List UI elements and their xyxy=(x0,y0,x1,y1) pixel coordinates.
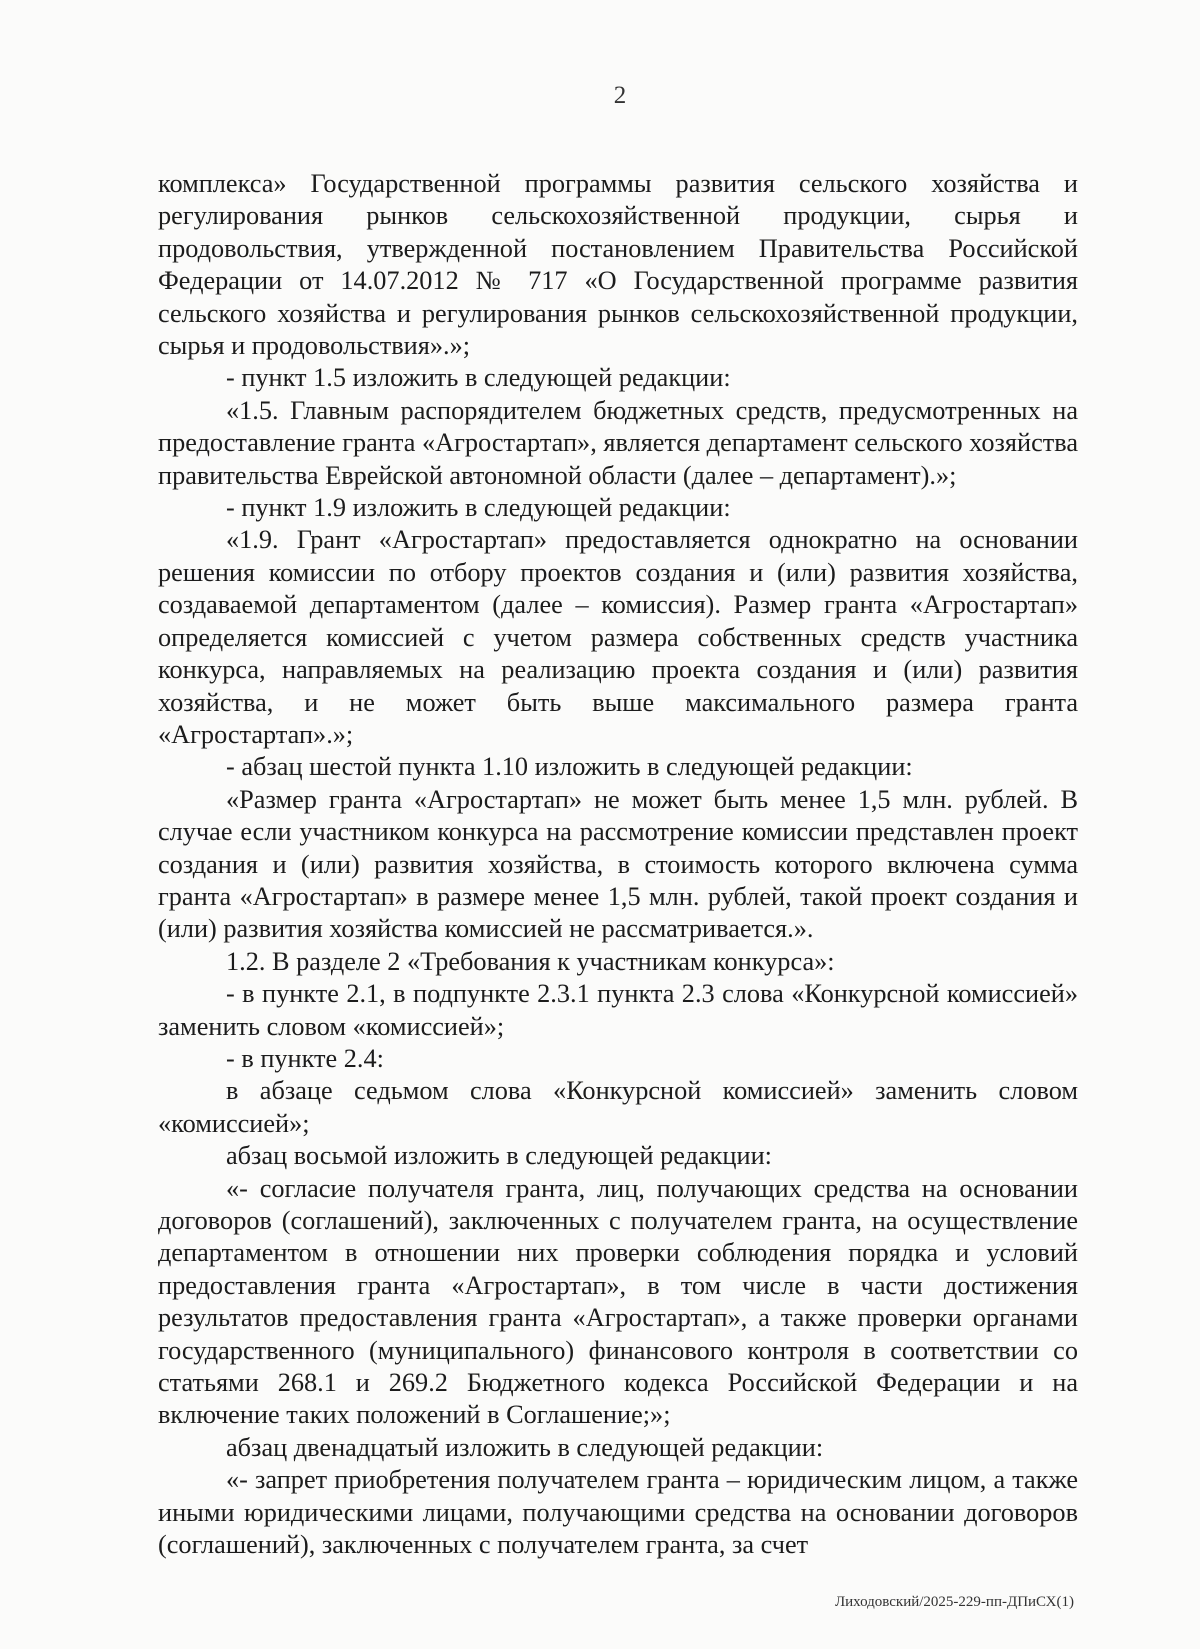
paragraph: 1.2. В разделе 2 «Требования к участникам конкурса»: xyxy=(226,946,835,976)
paragraph: комплекса» Государственной программы развития сельского хозяйства и регулирования рынков сельскохозяйственной продукции, сырья и продовольствия, утвержденной постановлением Правительства Российской Федерации от 14.07.2012 № 717 «О Государственной программе развития сельского хозяйства и регулирования рынков сельскохозяйственной продукции, сырья и продовольствия».»; xyxy=(158,169,1078,361)
paragraph: «- согласие получателя гранта, лиц, получающих средства на основании договоров (соглашений), заключенных с получателем гранта, на осуществление департаментом в отношении них проверки соблюдения порядка и условий предоставления гранта «Агростартап», в том числе в части достижения результатов предоставления гранта «Агростартап», а также проверки органами государственного (муниципального) финансового контроля в соответствии со статьями 268.1 и 269.2 Бюджетного кодекса Российской Федерации и на включение таких положений в Соглашение;»; xyxy=(158,1173,1078,1430)
paragraph: «1.5. Главным распорядителем бюджетных средств, предусмотренных на предоставление гранта «Агростартап», является департамент сельского хозяйства правительства Еврейской автономной области (далее – департамент).»; xyxy=(158,395,1078,490)
footer-reference: Лиходовский/2025-229-пп-ДПиСХ(1) xyxy=(834,1594,1074,1610)
paragraph: - абзац шестой пункта 1.10 изложить в следующей редакции: xyxy=(226,752,913,782)
paragraph: абзац восьмой изложить в следующей редакции: xyxy=(226,1141,772,1171)
paragraph: - пункт 1.5 изложить в следующей редакции: xyxy=(226,363,731,393)
paragraph: - пункт 1.9 изложить в следующей редакции: xyxy=(226,493,731,523)
paragraph: «1.9. Грант «Агростартап» предоставляется однократно на основании решения комиссии по отбору проектов создания и (или) развития хозяйства, создаваемой департаментом (далее – комиссия). Размер гранта «Агростартап» определяется комиссией с учетом размера собственных средств участника конкурса, направляемых на реализацию проекта создания и (или) развития хозяйства, и не может быть выше максимального размера гранта «Агростартап».»; xyxy=(158,525,1078,749)
paragraph: - в пункте 2.4: xyxy=(226,1043,384,1073)
paragraph: абзац двенадцатый изложить в следующей редакции: xyxy=(226,1432,824,1462)
paragraph: «Размер гранта «Агростартап» не может быть менее 1,5 млн. рублей. В случае если участником конкурса на рассмотрение комиссии представлен проект создания и (или) развития хозяйства, в стоимость которого включена сумма гранта «Агростартап» в размере менее 1,5 млн. рублей, такой проект создания и (или) развития хозяйства комиссией не рассматривается.». xyxy=(158,784,1078,944)
paragraph: - в пункте 2.1, в подпункте 2.3.1 пункта 2.3 слова «Конкурсной комиссией» заменить словом «комиссией»; xyxy=(158,979,1078,1041)
page-number: 2 xyxy=(613,82,627,109)
body-text xyxy=(158,168,1078,1561)
paragraph: в абзаце седьмом слова «Конкурсной комиссией» заменить словом «комиссией»; xyxy=(158,1076,1078,1138)
paragraph: «- запрет приобретения получателем гранта – юридическим лицом, а также иными юридическими лицами, получающими средства на основании договоров (соглашений), заключенных с получателем гранта, за счет xyxy=(158,1465,1078,1560)
